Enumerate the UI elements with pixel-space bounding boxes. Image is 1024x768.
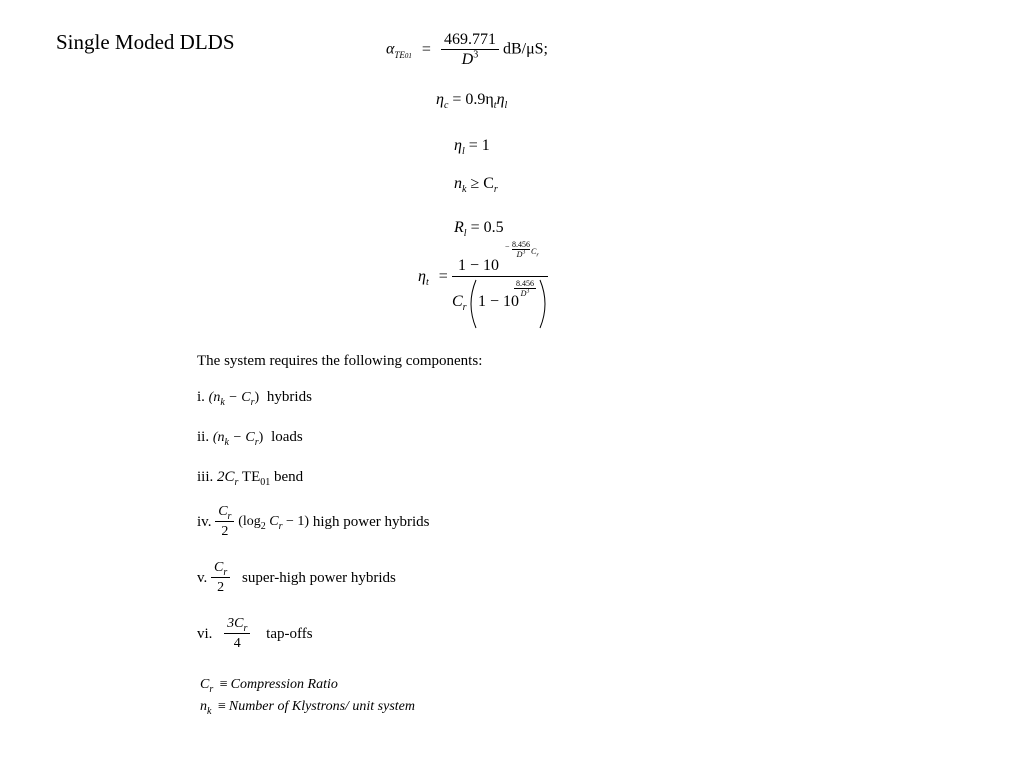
item-fraction (211, 560, 230, 596)
eta-t-numerator: 1 − 10 (458, 257, 500, 274)
item-label: iv. (197, 513, 212, 530)
item-expr-sub: r (234, 477, 239, 488)
component-item-v (197, 560, 396, 596)
right-paren (540, 280, 545, 328)
item-expr2: − C (224, 390, 251, 405)
item-fraction (215, 504, 234, 540)
eta-l-equation (454, 137, 490, 158)
eta-t-num-exp-c: C (531, 247, 537, 256)
item-text: tap-offs (266, 625, 313, 642)
item-expr2-sub: r (278, 520, 283, 532)
item-fraction-den: 4 (233, 636, 241, 651)
eta-t-num-exp-fraction (512, 240, 530, 259)
item-expr: (log (238, 514, 261, 529)
item-fraction-num: C (218, 504, 228, 519)
item-text: high power hybrids (312, 513, 430, 530)
item-expr2-sub: r (250, 396, 255, 408)
eta-c-equation (436, 91, 508, 112)
nk-rhs-subscript: r (493, 184, 498, 196)
item-te: TE (241, 469, 261, 485)
item-expr3: ) (254, 390, 260, 405)
eta-t-den-exp-denominator: D (520, 289, 527, 298)
eta-t-num-exp-denominator: D (516, 250, 523, 259)
nk-equation (454, 175, 498, 196)
definition-cr (200, 677, 338, 693)
eta-t-den-value: 1 − 10 (478, 293, 520, 310)
eta-t-symbol: η (418, 268, 426, 285)
item-text: super-high power hybrids (242, 569, 396, 586)
item-expr: (n (208, 390, 221, 405)
eta-c-subscript: c (443, 100, 449, 112)
rl-symbol: R (454, 219, 464, 236)
item-fraction-den: 2 (221, 524, 229, 539)
item-expr: (n (212, 430, 225, 445)
alpha-subsubscript: 01 (404, 51, 412, 60)
components-intro: The system requires the following components: (197, 353, 483, 369)
alpha-den-exponent: 3 (473, 49, 479, 61)
definition-equiv: ≡ (217, 699, 226, 714)
definition-subscript: r (209, 683, 214, 695)
left-paren (471, 280, 476, 328)
definition-equiv: ≡ (219, 677, 228, 692)
definition-text: Number of Klystrons/ unit system (228, 699, 416, 714)
eta-t-subscript: t (425, 277, 429, 289)
rl-rhs: = 0.5 (470, 219, 504, 236)
component-item-ii (197, 429, 303, 446)
nk-subscript: k (462, 184, 467, 196)
item-fraction (224, 616, 250, 652)
eta-c-rhs-eta: η (496, 91, 505, 108)
item-label: iii. (197, 469, 214, 485)
eta-t-lhs (418, 268, 448, 289)
page-title: Single Moded DLDS (56, 30, 235, 54)
component-item-i (197, 389, 312, 406)
alpha-subscript: TE (394, 49, 405, 60)
eta-c-rhs-sub-t: t (493, 100, 497, 112)
eta-l-subscript: l (461, 146, 465, 158)
item-expr2: C (265, 514, 279, 529)
nk-symbol: n (454, 175, 462, 192)
eta-t-num-exp-minus: − (505, 242, 510, 251)
item-expr3: − 1) (282, 514, 310, 529)
item-log-sub: 2 (260, 520, 266, 532)
definition-symbol: n (200, 699, 207, 714)
item-expr-sub: k (220, 396, 225, 408)
item-expr2: − C (228, 430, 255, 445)
alpha-symbol: α (386, 40, 395, 58)
nk-rhs: ≥ C (470, 175, 494, 192)
item-fraction-num-sub: r (227, 510, 232, 522)
alpha-fraction (441, 32, 499, 68)
alpha-numerator: 469.771 (441, 32, 499, 50)
eta-t-den-exp-den-exponent: 3 (526, 288, 530, 295)
alpha-unit: dB/μS; (502, 40, 548, 58)
item-expr2-sub: r (254, 436, 259, 448)
item-text: loads (271, 429, 303, 445)
component-item-iii (197, 469, 303, 486)
item-label: v. (197, 569, 208, 586)
item-label: vi. (197, 625, 213, 642)
item-fraction-num: 3C (227, 616, 244, 631)
eta-t-den-exp-numerator: 8.456 (516, 279, 534, 288)
eta-c-rhs-sub-l: l (504, 100, 508, 112)
item-expr: 2C (217, 469, 235, 485)
item-expr3: ) (258, 430, 264, 445)
eta-t-fraction-bar (452, 276, 548, 277)
eta-c-symbol: η (436, 91, 444, 108)
eta-t-num-exp-cr (531, 247, 539, 259)
eta-t-den-c-sub: r (462, 302, 467, 314)
item-expr-sub: k (224, 436, 229, 448)
item-text: hybrids (266, 389, 312, 405)
item-fraction-num-sub: r (243, 622, 248, 634)
eta-l-symbol: η (454, 137, 462, 154)
eta-t-den-exp-fraction (514, 279, 536, 298)
rl-equation (454, 219, 504, 240)
eta-c-rhs: = 0.9η (452, 91, 494, 108)
item-fraction-num-sub: r (223, 566, 228, 578)
eta-t-den-c: C (452, 293, 463, 310)
item-text: bend (274, 469, 304, 485)
eta-t-num-exp-numerator: 8.456 (512, 240, 530, 249)
component-item-iv (197, 504, 429, 540)
definition-symbol: C (200, 677, 210, 692)
eta-t-den-cr (452, 293, 467, 314)
rl-subscript: l (463, 228, 467, 240)
definition-subscript: k (207, 705, 212, 717)
item-fraction-den: 2 (217, 580, 225, 595)
eta-t-num-exp-den-exponent: 3 (522, 249, 526, 256)
alpha-equation (386, 32, 548, 68)
definition-nk (200, 699, 415, 715)
alpha-denominator: D (461, 51, 474, 68)
item-label: i. (197, 389, 205, 405)
item-te-sub: 01 (260, 477, 271, 488)
eta-t-equals: = (438, 268, 448, 285)
eta-l-rhs: = 1 (468, 137, 490, 154)
item-fraction-num: C (214, 560, 224, 575)
component-item-vi (197, 616, 313, 652)
eta-t-num-exp-c-sub: r (536, 252, 539, 259)
definition-text: Compression Ratio (230, 677, 338, 692)
alpha-equals: = (421, 40, 431, 58)
item-label: ii. (197, 429, 210, 445)
